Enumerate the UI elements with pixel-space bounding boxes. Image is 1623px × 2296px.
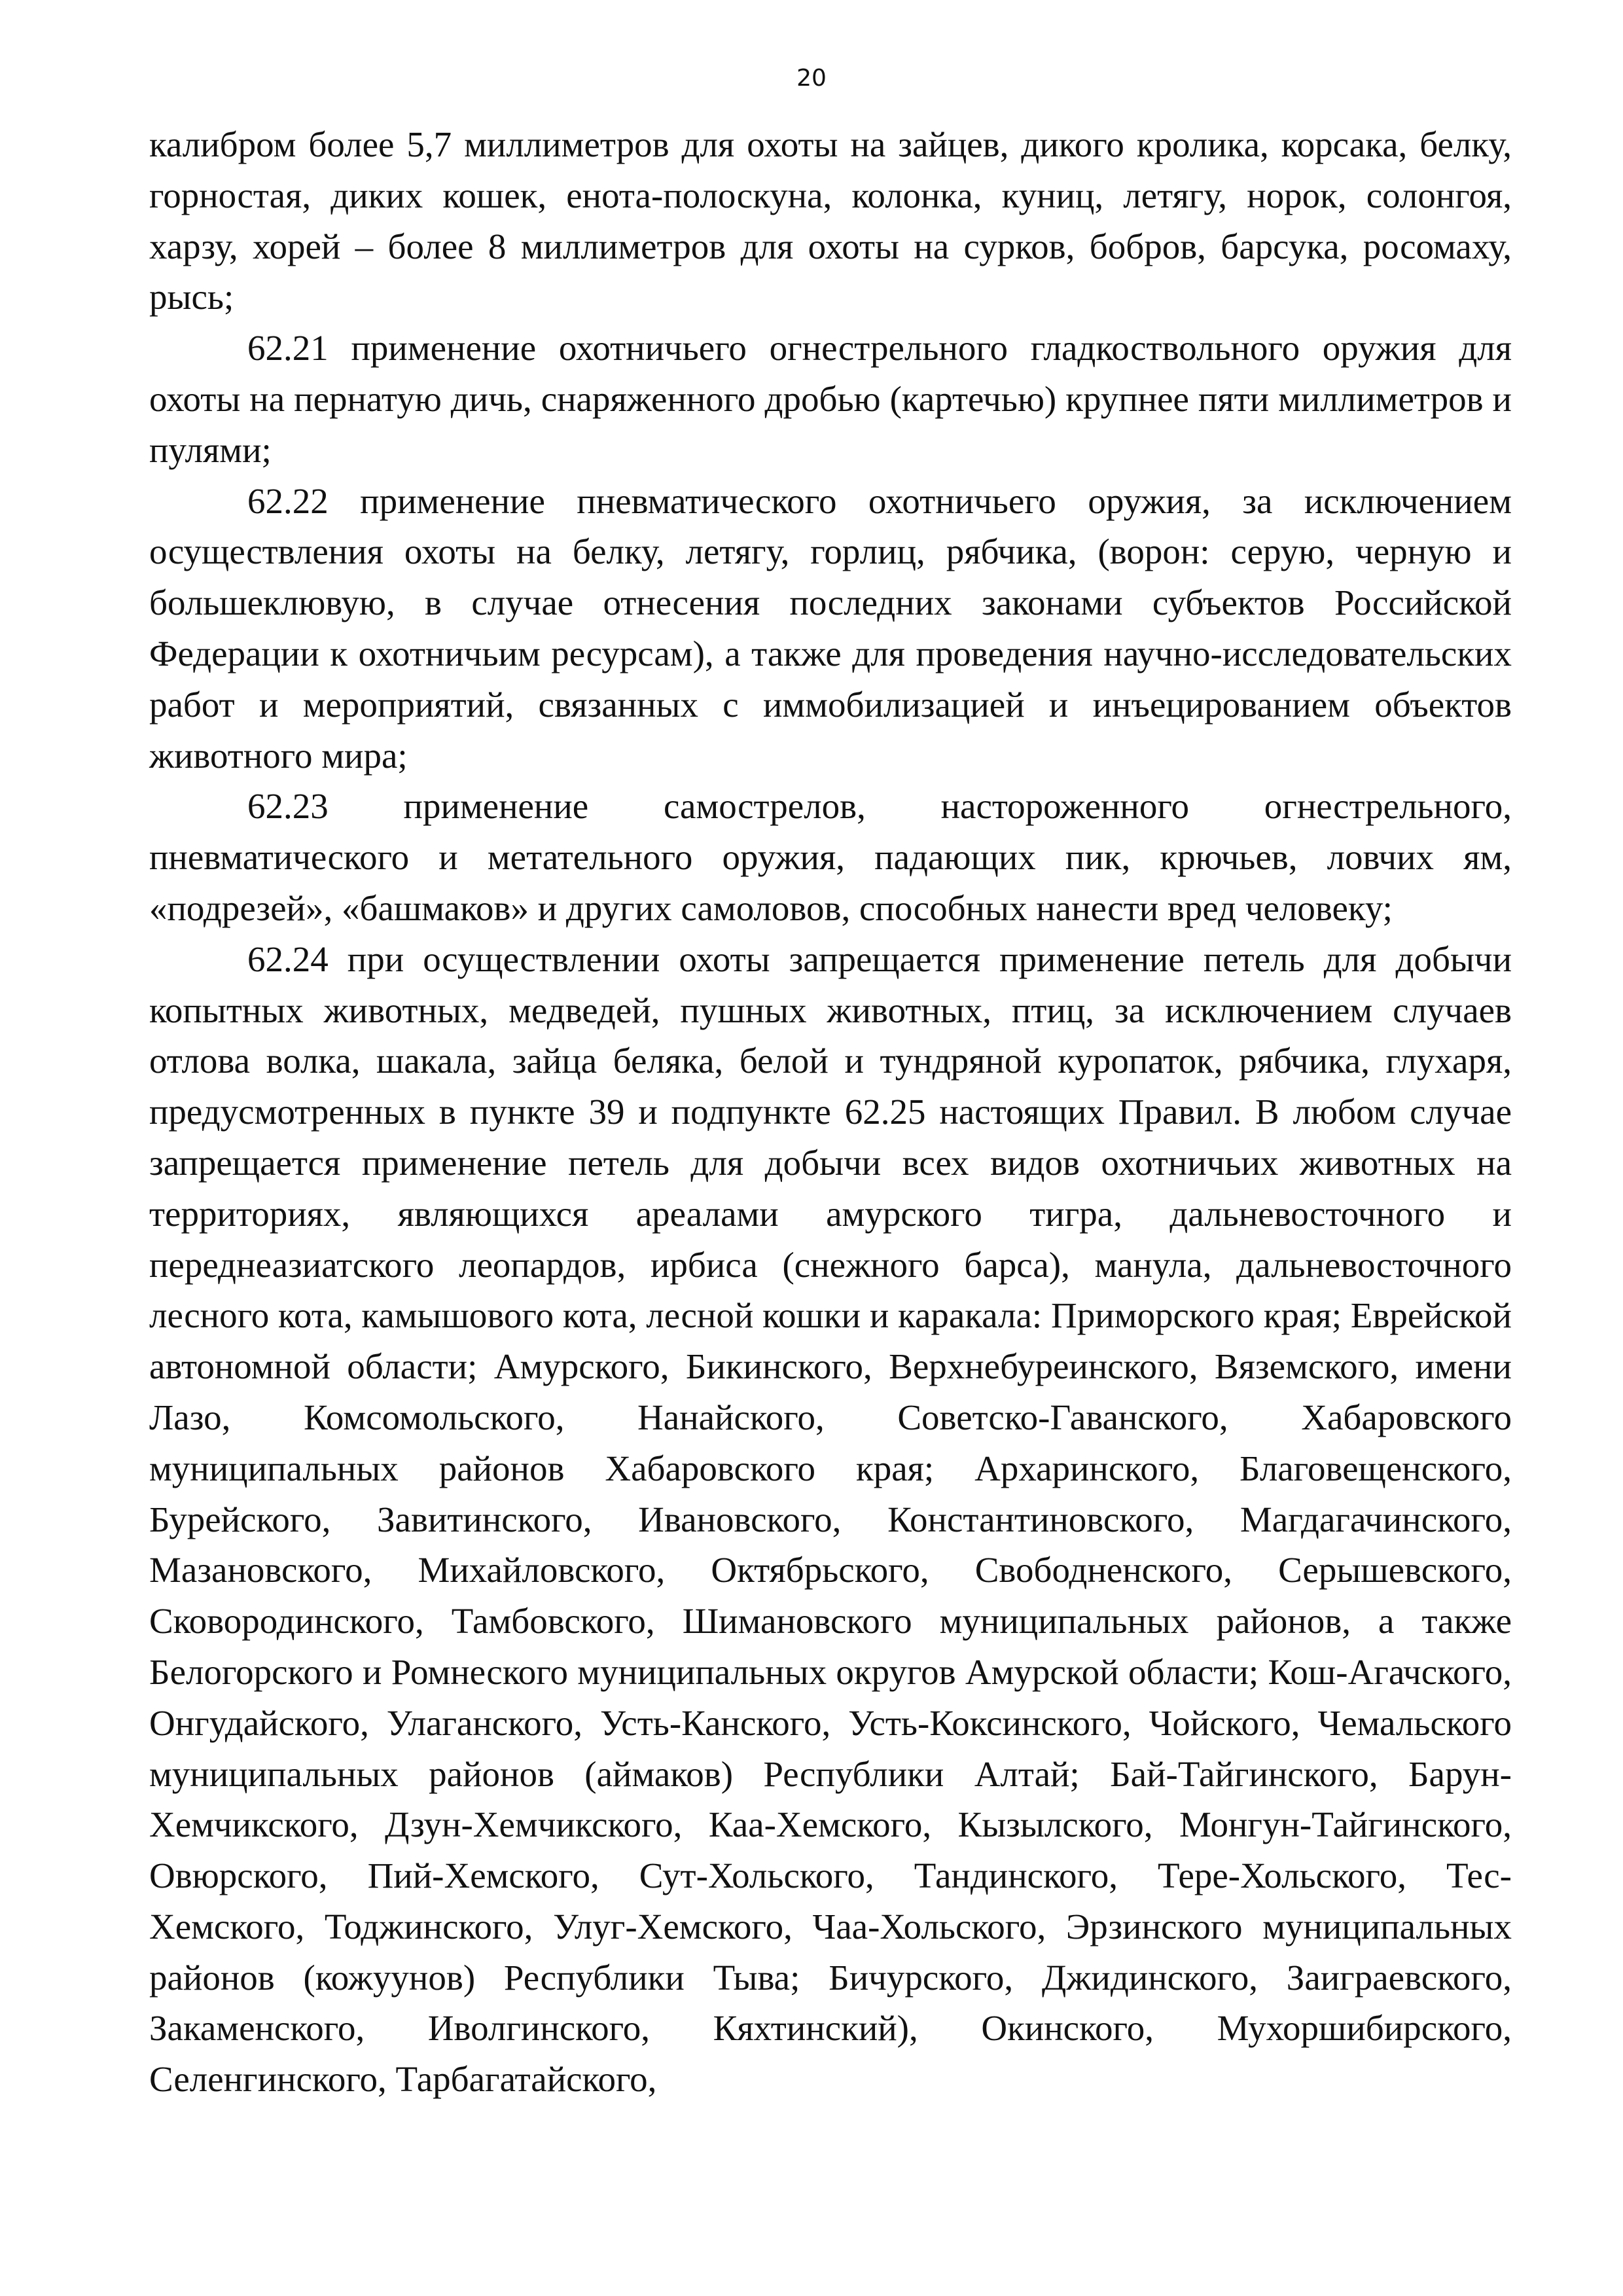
document-body [149,119,1512,2105]
paragraph-continuation: калибром более 5,7 миллиметров для охоты на зайцев, дикого кролика, корсака, белку, горностая, диких кошек, енота-полоскуна, колонка, куниц, летягу, норок, солонгоя, харзу, хорей – более 8 миллиметров для охоты на сурков, бобров, барсука, росомаху, рысь; [149,124,1512,317]
paragraph-62-23: 62.23 применение самострелов, настороженного огнестрельного, пневматического и метательного оружия, падающих пик, крючьев, ловчих ям, «подрезей», «башмаков» и других самоловов, способных нанести вред человеку; [149,786,1512,928]
paragraph-62-24: 62.24 при осуществлении охоты запрещается применение петель для добычи копытных животных, медведей, пушных животных, птиц, за исключением случаев отлова волка, шакала, зайца беляка, белой и тундряной куропаток, рябчика, глухаря, предусмотренных в пункте 39 и подпункте 62.25 настоящих Правил. В любом случае запрещается применение петель для добычи всех видов охотничьих животных на территориях, являющихся ареалами амурского тигра, дальневосточного и переднеазиатского леопардов, ирбиса (снежного барса), манула, дальневосточного лесного кота, камышового кота, лесной кошки и каракала: Приморского края; Еврейской автономной области; Амурского, Бикинского, Верхнебуреинского, Вяземского, имени Лазо, Комсомольского, Нанайского, Советско-Гаванского, Хабаровского муниципальных районов Хабаровского края; Архаринского, Благовещенского, Бурейского, Завитинского, Ивановского, Константиновского, Магдагачинского, Мазановского, Михайловского, Октябрьского, Свободненского, Серышевского, Сковородинского, Тамбовского, Шимановского муниципальных районов, а также Белогорского и Ромнеского муниципальных округов Амурской области; Кош-Агачского, Онгудайского, Улаганского, Усть-Канского, Усть-Коксинского, Чойского, Чемальского муниципальных районов (аймаков) Республики Алтай; Бай-Тайгинского, Барун-Хемчикского, Дзун-Хемчикского, Каа-Хемского, Кызылского, Монгун-Тайгинского, Овюрского, Пий-Хемского, Сут-Хольского, Тандинского, Тере-Хольского, Тес-Хемского, Тоджинского, Улуг-Хемского, Чаа-Хольского, Эрзинского муниципальных районов (кожуунов) Республики Тыва; Бичурского, Джидинского, Заиграевского, Закаменского, Иволгинского, Кяхтинский), Окинского, Мухоршибирского, Селенгинского, Тарбагатайского, [149,939,1512,2100]
page-number: 20 [796,65,827,92]
paragraph-62-22: 62.22 применение пневматического охотничьего оружия, за исключением осуществления охоты на белку, летягу, горлиц, рябчика, (ворон: серую, черную и большеклювую, в случае отнесения последних законами субъектов Российской Федерации к охотничьим ресурсам), а также для проведения научно-исследовательских работ и мероприятий, связанных с иммобилизацией и инъецированием объектов животного мира; [149,480,1512,776]
paragraph-62-21: 62.21 применение охотничьего огнестрельного гладкоствольного оружия для охоты на пернатую дичь, снаряженного дробью (картечью) крупнее пяти миллиметров и пулями; [149,328,1512,470]
